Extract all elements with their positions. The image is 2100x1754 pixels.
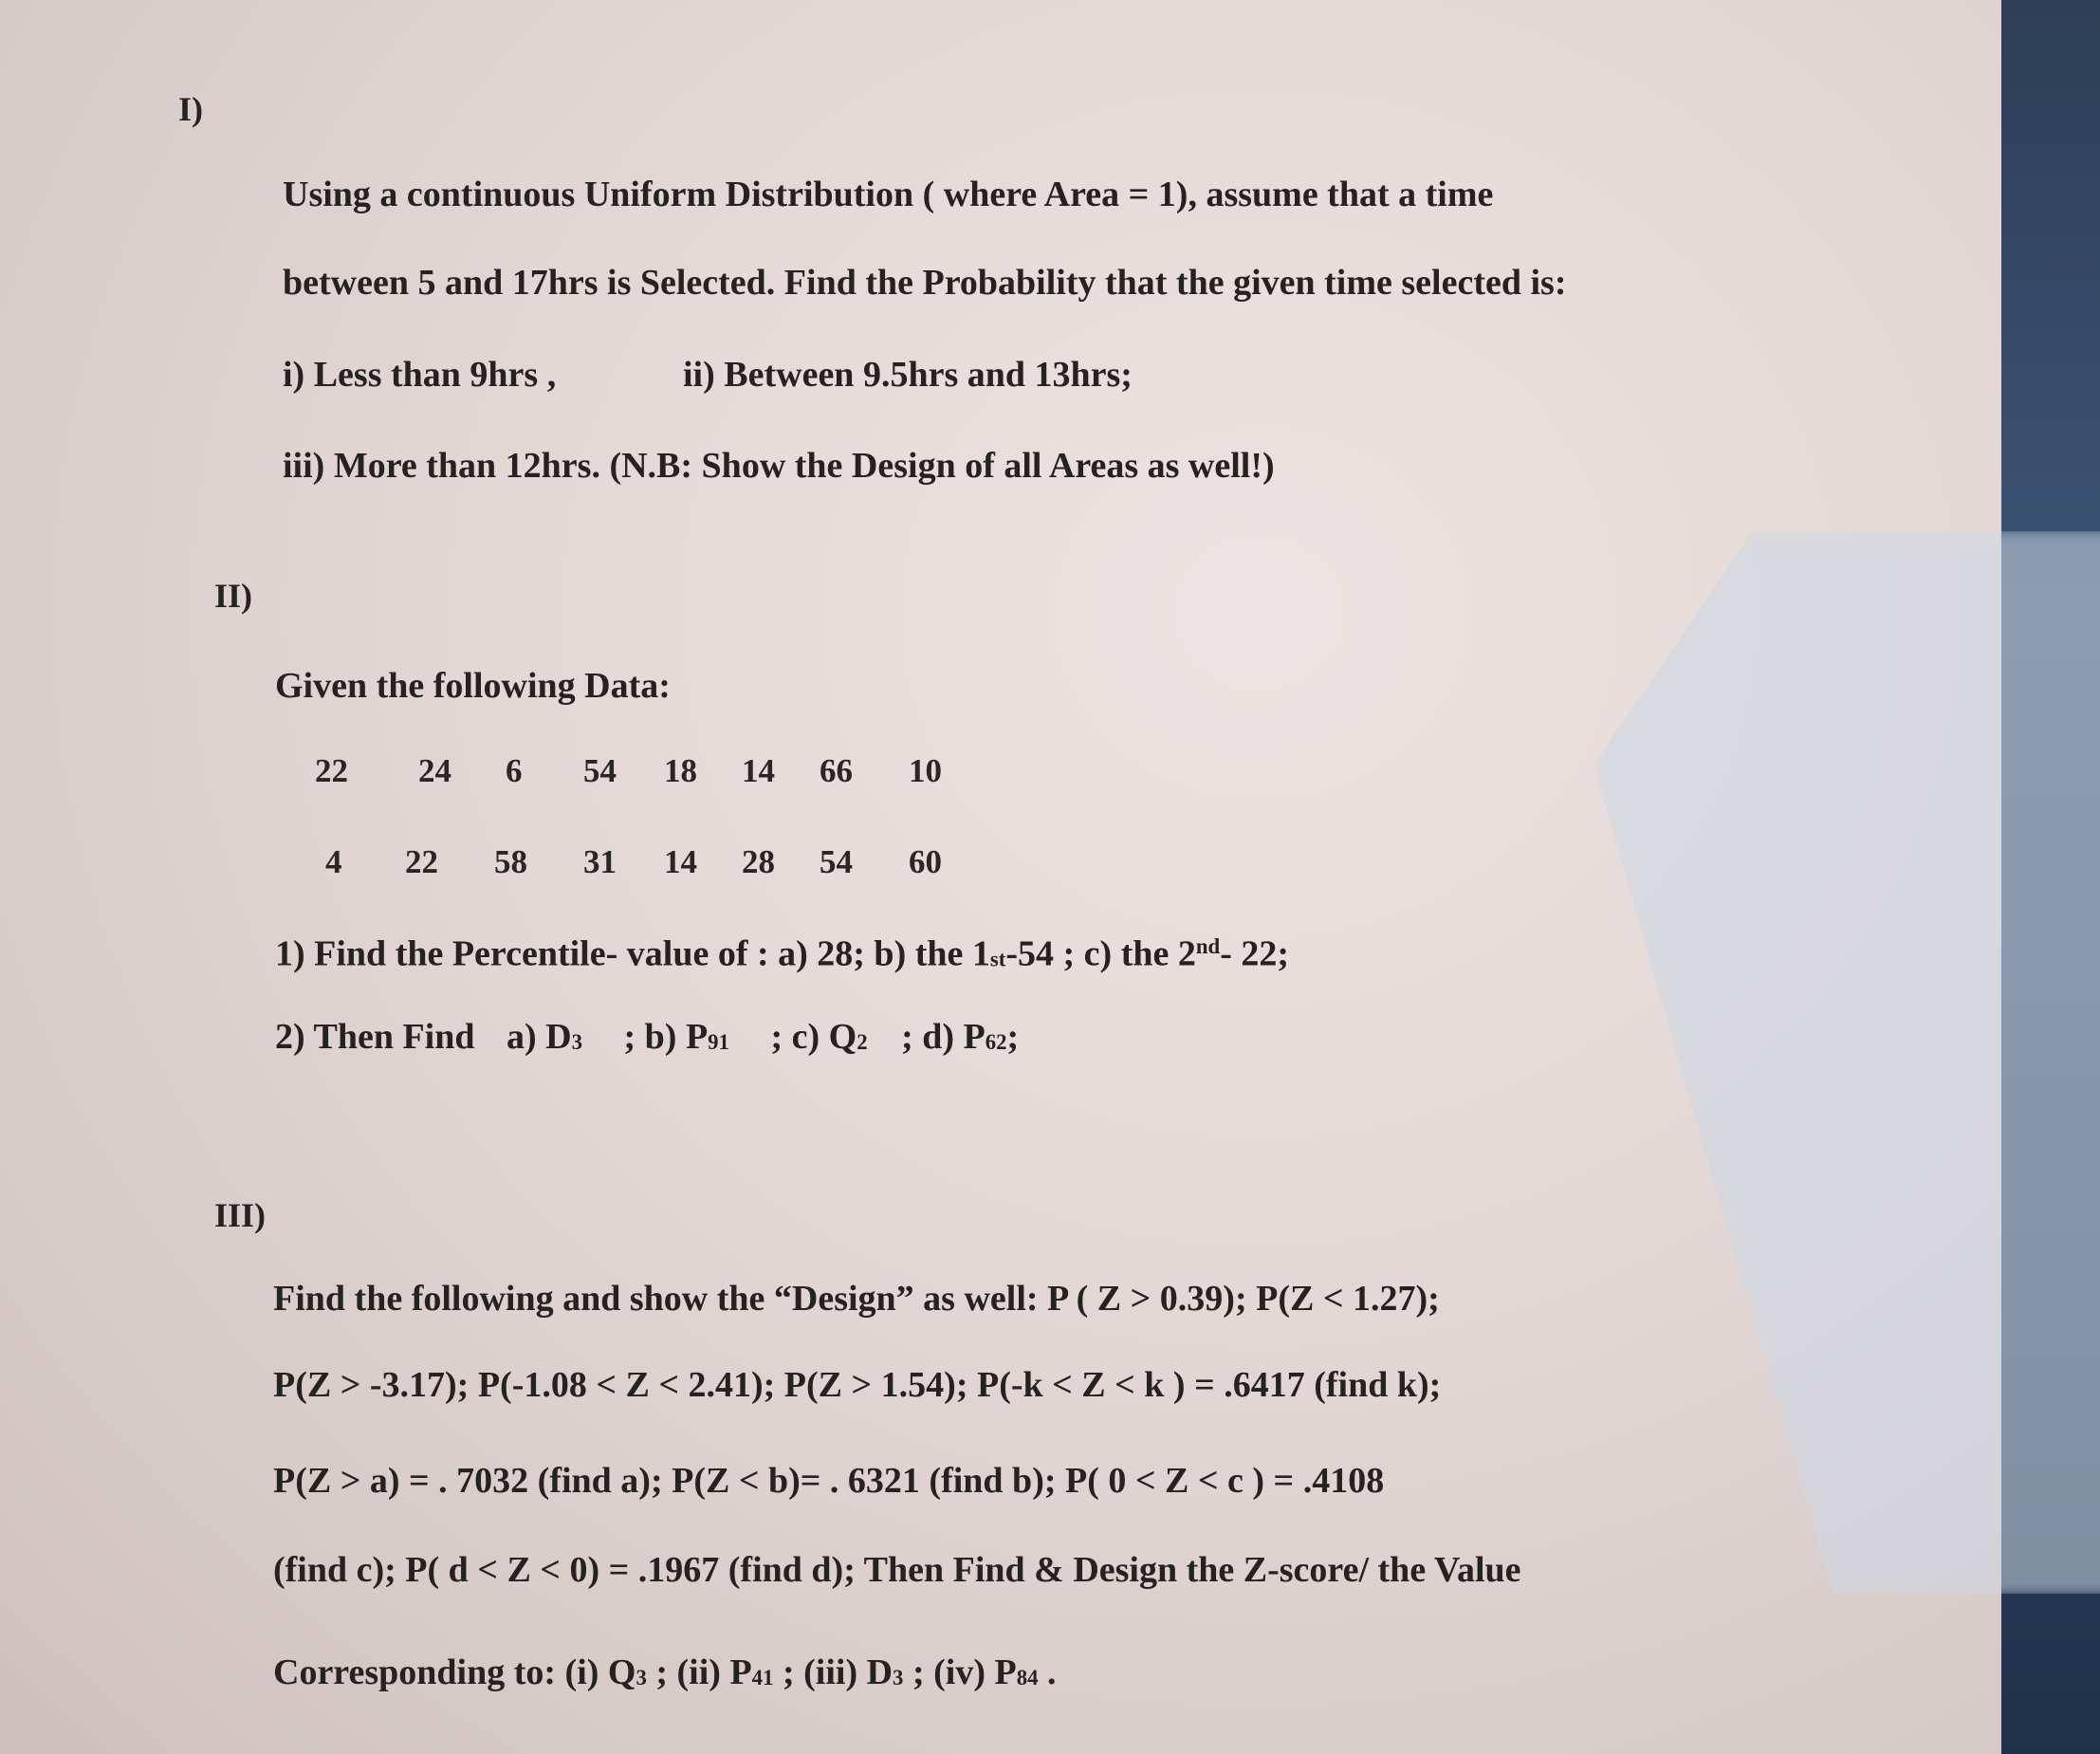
section-iii-line-1: Find the following and show the “Design” as well: P ( Z > 0.39); P(Z < 1.27); xyxy=(273,1279,1440,1319)
data-value: 60 xyxy=(909,843,942,880)
data-value: 28 xyxy=(742,843,775,880)
data-value: 14 xyxy=(742,752,775,789)
section-iii-numeral: III) xyxy=(214,1196,267,1234)
data-value: 6 xyxy=(506,752,523,789)
section-iii-line-4: (find c); P( d < Z < 0) = .1967 (find d); Then Find & Design the Z-score/ the Value xyxy=(273,1550,1521,1590)
data-value: 14 xyxy=(664,843,697,880)
data-value: 58 xyxy=(494,843,527,880)
data-value: 4 xyxy=(325,843,342,880)
section-ii-numeral: II) xyxy=(214,577,253,615)
data-value: 54 xyxy=(820,843,853,880)
data-value: 31 xyxy=(583,843,617,880)
section-i-part-iii: iii) More than 12hrs. (N.B: Show the Design of all Areas as well!) xyxy=(283,446,1275,486)
data-value: 66 xyxy=(820,752,853,789)
section-i-line-1: Using a continuous Uniform Distribution ( where Area = 1), assume that a time xyxy=(283,175,1494,214)
data-value: 18 xyxy=(664,752,697,789)
data-value: 22 xyxy=(405,843,438,880)
question-2: 2) Then Find a) $D_3$ ; b) $P_{91}$ ; c) $Q_2$ ; d) $P_{62}$; xyxy=(275,1017,1020,1057)
question-1: 1) Find the Percentile- value of : a) 28; b) the $1_{st}-54$ ; c) the 2nd- 22; xyxy=(275,933,1290,974)
section-iii-line-5: Corresponding to: (i) $Q_3$ ; (ii) $P_{41}$ ; (iii) $D_3$ ; (iv) $P_{84}$ . xyxy=(273,1652,1057,1692)
section-i-part-i: i) Less than 9hrs , xyxy=(283,355,557,395)
section-ii-intro: Given the following Data: xyxy=(275,666,671,706)
section-i-part-ii: ii) Between 9.5hrs and 13hrs; xyxy=(683,355,1133,395)
data-value: 54 xyxy=(583,752,617,789)
section-iii-line-3: P(Z > a) = . 7032 (find a); P(Z < b)= . 6321 (find b); P( 0 < Z < c ) = .4108 xyxy=(273,1461,1385,1501)
section-iii-line-2: P(Z > -3.17); P(-1.08 < Z < 2.41); P(Z > 1.54); P(-k < Z < k ) = .6417 (find k); xyxy=(273,1365,1442,1405)
section-i-line-2: between 5 and 17hrs is Selected. Find the Probability that the given time selected is: xyxy=(283,263,1567,303)
data-value: 24 xyxy=(418,752,451,789)
data-value: 22 xyxy=(315,752,348,789)
data-value: 10 xyxy=(909,752,942,789)
section-i-numeral: I) xyxy=(178,90,203,128)
